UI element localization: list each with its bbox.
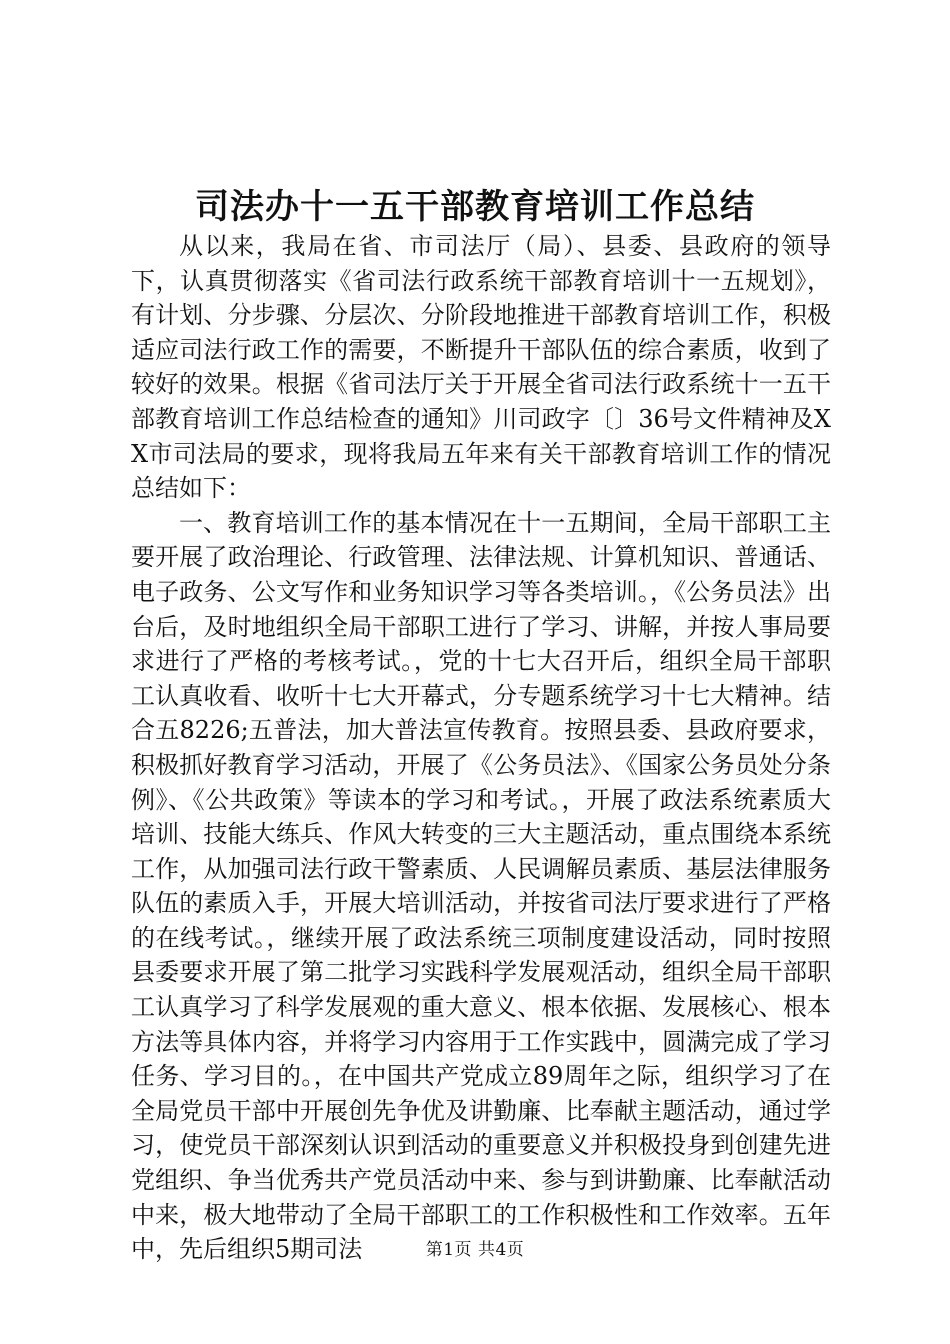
paragraph-section-one: 一、教育培训工作的基本情况在十一五期间，全局干部职工主要开展了政治理论、行政管理、法律法规、计算机知识、普通话、电子政务、公文写作和业务知识学习等各类培训。，《公务员法》出台后，及时地组织全局干部职工进行了学习、讲解，并按人事局要求进行了严格的考核考试。，党的十七大召开后，组织全局干部职工认真收看、收听十七大开幕式，分专题系统学习十七大精神。结合五8226;五普法，加大普法宣传教育。按照县委、县政府要求，积极抓好教育学习活动，开展了《公务员法》、《国家公务员处分条例》、《公共政策》等读本的学习和考试。，开展了政法系统素质大培训、技能大练兵、作风大转变的三大主题活动，重点围绕本系统工作，从加强司法行政干警素质、人民调解员素质、基层法律服务队伍的素质入手，开展大培训活动，并按省司法厅要求进行了严格的在线考试。，继续开展了政法系统三项制度建设活动，同时按照县委要求开展了第二批学习实践科学发展观活动，组织全局干部职工认真学习了科学发展观的重大意义、根本依据、发展核心、根本方法等具体内容，并将学习内容用于工作实践中，圆满完成了学习任务、学习目的。，在中国共产党成立89周年之际，组织学习了在全局党员干部中开展创先争优及讲勤廉、比奉献主题活动，通过学习，使党员干部深刻认识到活动的重要意义并积极投身到创建先进党组织、争当优秀共产党员活动中来、参与到讲勤廉、比奉献活动中来，极大地带动了全局干部职工的工作积极性和工作效率。五年中，先后组织5期司法 — [131, 508, 831, 1264]
document-body — [131, 229, 831, 1267]
page-number-footer: 第1页 共4页 — [425, 1240, 525, 1260]
document-title: 司法办十一五干部教育培训工作总结 — [195, 187, 755, 227]
paragraph-intro: 从以来，我局在省、市司法厅（局）、县委、县政府的领导下，认真贯彻落实《省司法行政系统干部教育培训十一五规划》，有计划、分步骤、分层次、分阶段地推进干部教育培训工作，积极适应司法行政工作的需要，不断提升干部队伍的综合素质，收到了较好的效果。根据《省司法厅关于开展全省司法行政系统十一五干部教育培训工作总结检查的通知》川司政字〔〕36号文件精神及XX市司法局的要求，现将我局五年来有关干部教育培训工作的情况总结如下： — [131, 232, 831, 503]
